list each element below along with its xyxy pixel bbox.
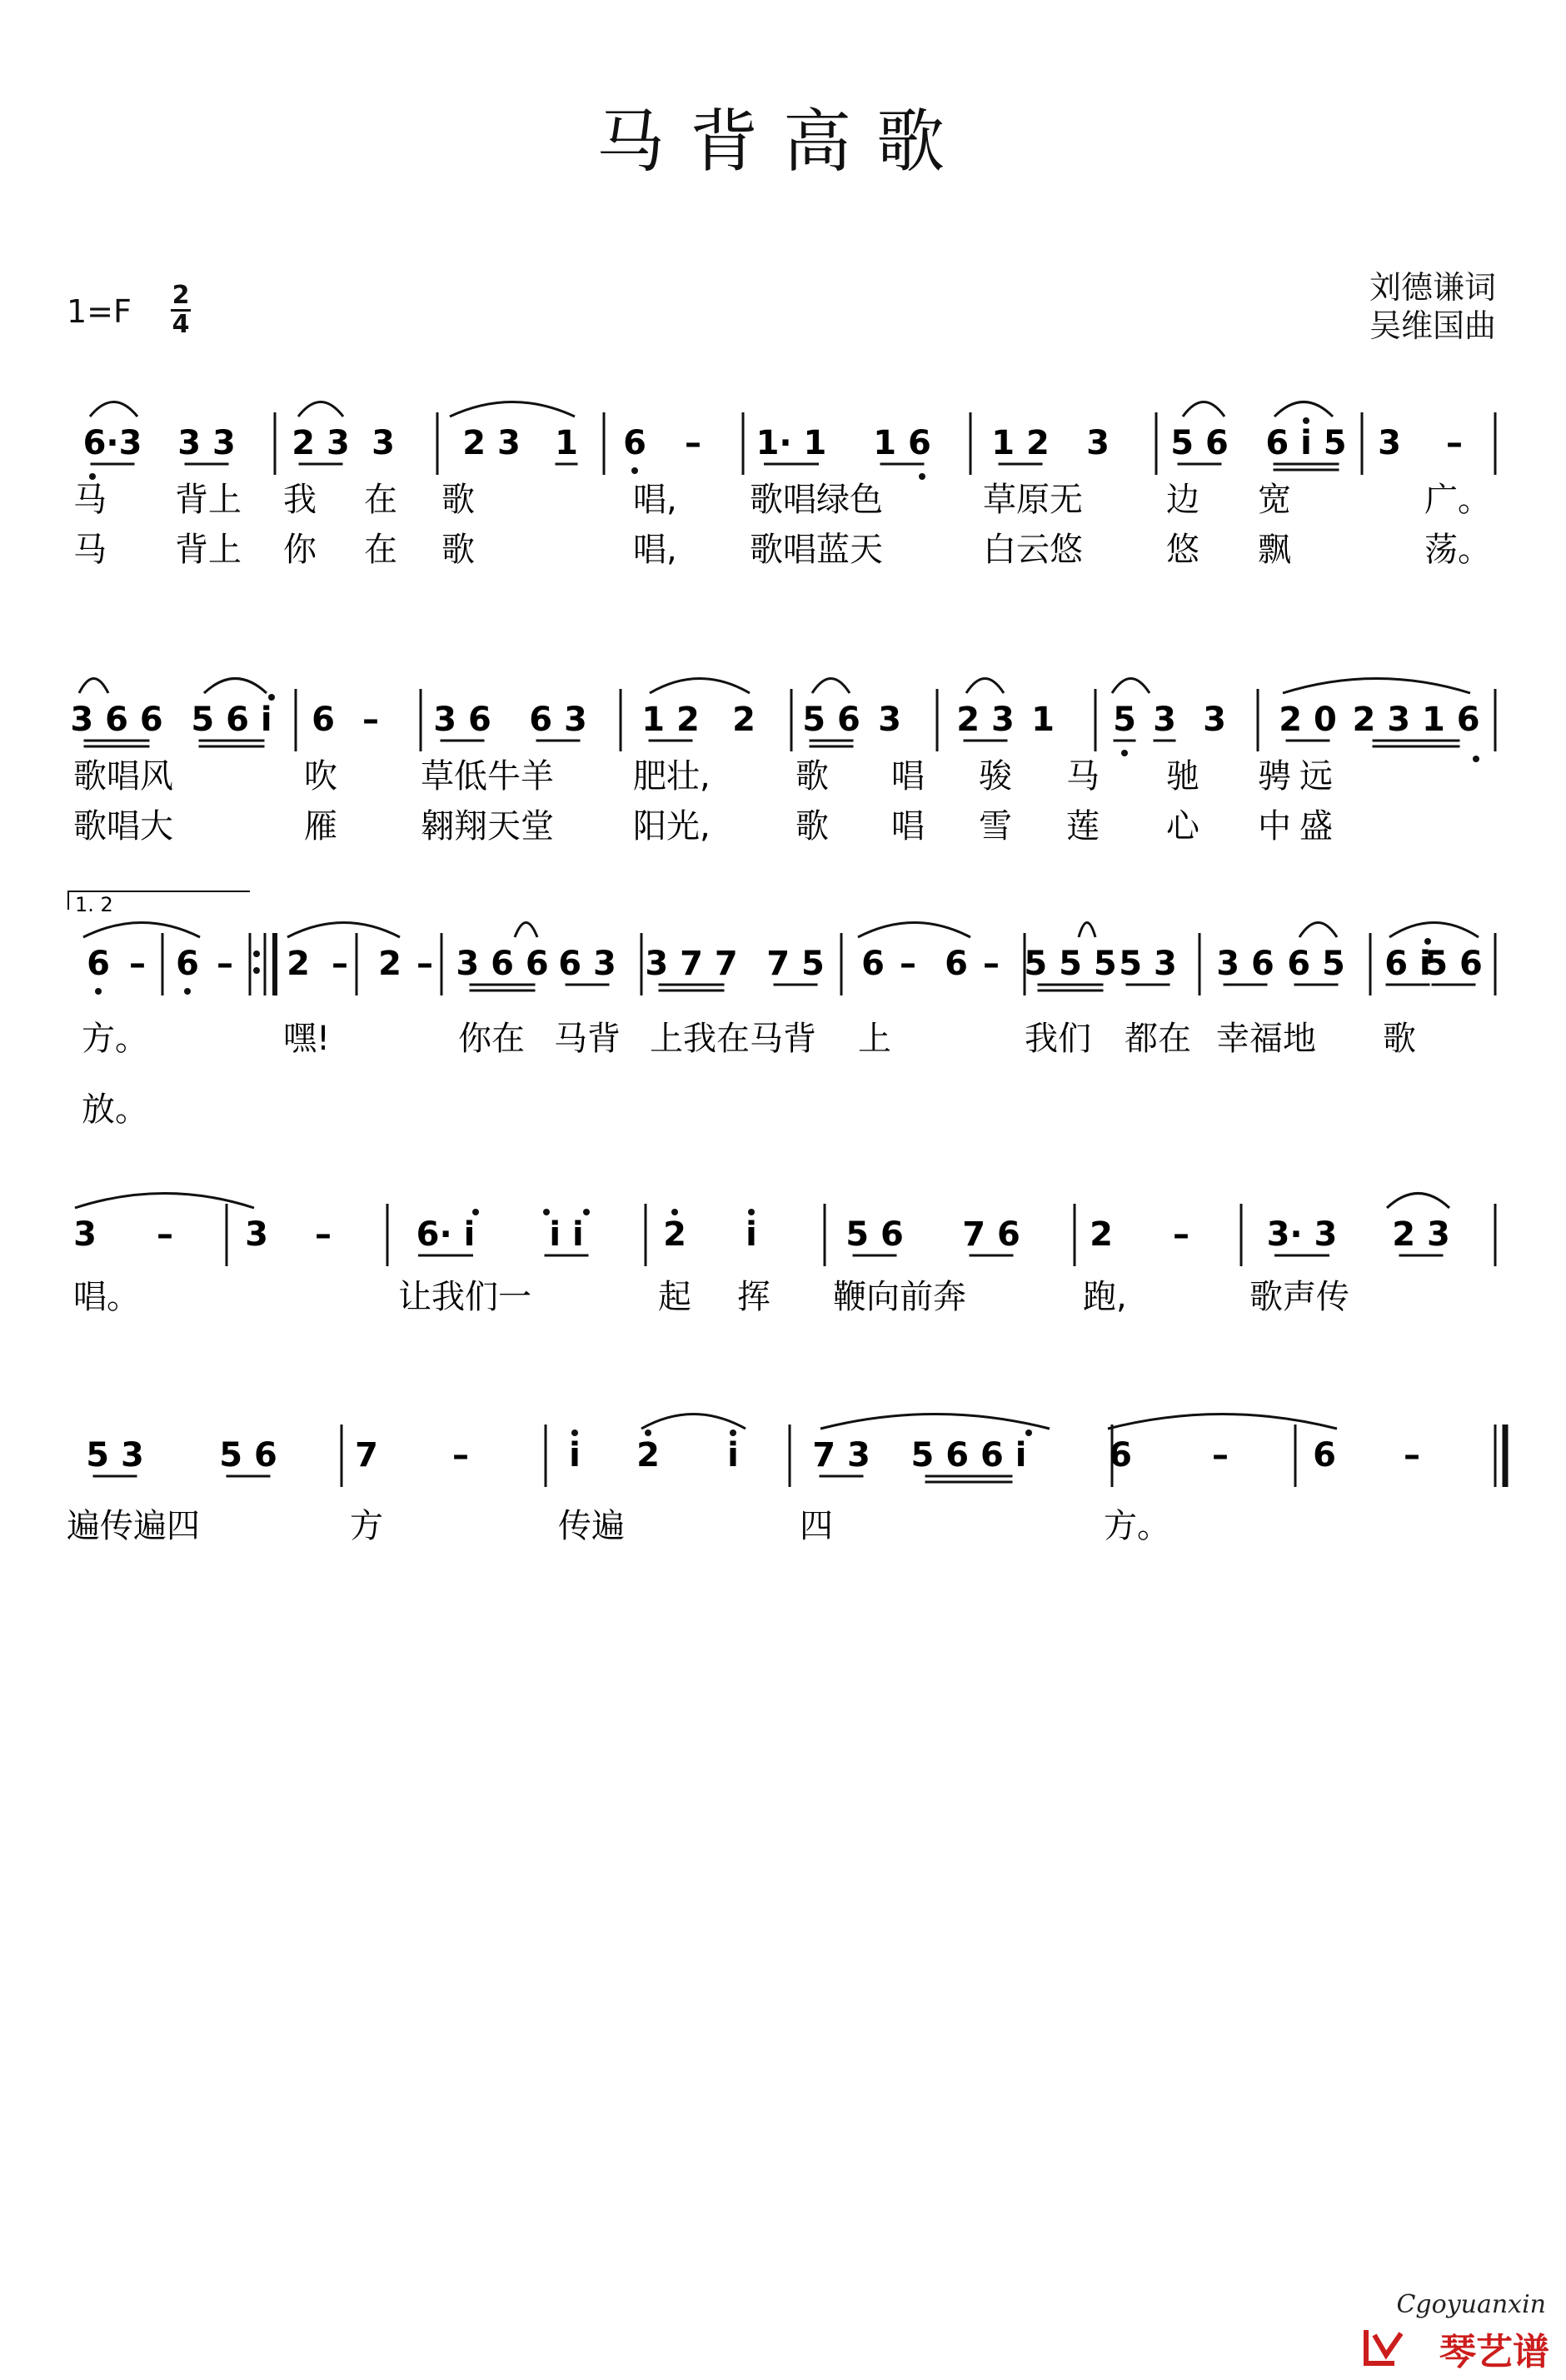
note-group: –: [332, 945, 348, 983]
note-group: 2 3: [956, 701, 1015, 739]
lyric-verse-1: 歌: [1383, 1020, 1416, 1058]
note-group: –: [129, 945, 146, 983]
slur-arc: [83, 923, 200, 938]
octave-dot-high: [472, 1209, 479, 1215]
octave-dot-high: [1424, 938, 1431, 945]
lyric-verse-2: 雁: [304, 807, 337, 846]
note-group: –: [1446, 424, 1463, 462]
slur-arc: [1387, 1194, 1449, 1209]
lyric-verse-2: 中: [1258, 807, 1291, 846]
note-group: 6: [1313, 1436, 1336, 1474]
slur-arc: [812, 679, 850, 694]
note-group: 6: [861, 945, 885, 983]
lyric-verse-2: 在: [364, 531, 397, 569]
note-group: 6·3: [82, 424, 142, 462]
volta-label: 1. 2: [75, 893, 113, 916]
lyric-verse-2: 歌: [795, 807, 829, 846]
lyric-verse-2: 阳光,: [633, 807, 711, 846]
note-group: i i: [549, 1215, 584, 1254]
repeat-dot: [253, 967, 260, 974]
note-group: –: [315, 1215, 332, 1254]
lyric-verse-1: 遍传遍四: [67, 1507, 200, 1545]
note-group: –: [685, 424, 701, 462]
note-group: 6 i 5: [1265, 424, 1347, 462]
lyric-verse-1: 歌: [795, 757, 829, 796]
lyric-verse-1: 幸福地: [1216, 1020, 1316, 1058]
score-system: [70, 679, 1495, 846]
octave-dot-high: [748, 1209, 755, 1215]
note-group: 2 0: [1279, 701, 1337, 739]
slur-arc: [1112, 679, 1150, 694]
watermark-text-chinese: 琴艺谱: [1439, 2331, 1549, 2373]
lyric-verse-1: 驰: [1166, 757, 1199, 796]
note-group: 5 6: [1170, 424, 1229, 462]
note-group: 7 3: [812, 1436, 870, 1474]
lyric-verse-1: 广。: [1424, 481, 1491, 519]
note-group: –: [1212, 1436, 1229, 1474]
slur-arc: [966, 679, 1004, 694]
lyric-verse-1: 远: [1299, 757, 1333, 796]
lyric-verse-2: 背上: [175, 531, 242, 569]
watermark: [1358, 2288, 1558, 2372]
slur-arc: [298, 402, 343, 417]
lyric-verse-1: 草低牛羊: [421, 757, 554, 796]
note-group: 3: [878, 701, 901, 739]
slur-arc: [650, 679, 750, 694]
lyric-verse-2: 翱翔天堂: [421, 807, 554, 846]
octave-dot-low: [95, 988, 102, 995]
note-group: 1· 1: [756, 424, 827, 462]
lyric-verse-2: 歌: [441, 531, 475, 569]
lyric-verse-1: 唱。: [73, 1278, 140, 1316]
key-signature: 1=F: [67, 293, 132, 330]
note-group: 6 3: [558, 945, 616, 983]
note-group: 2 3 1 6: [1352, 701, 1480, 739]
lyric-verse-2: 歌唱蓝天: [750, 531, 883, 569]
lyric-verse-2: 白云悠: [983, 531, 1083, 569]
lyric-verse-1: 传遍: [558, 1507, 625, 1545]
lyric-verse-1: 上我在马背: [650, 1020, 816, 1058]
note-group: 2 3: [1392, 1215, 1450, 1254]
octave-dot-high: [671, 1209, 678, 1215]
note-group: 3 6 6: [456, 945, 549, 983]
note-group: –: [416, 945, 433, 983]
octave-dot-high: [571, 1429, 578, 1436]
note-group: 6: [1109, 1436, 1132, 1474]
lyric-verse-2: 莲: [1066, 807, 1100, 846]
lyric-verse-2: 你: [283, 531, 317, 569]
lyric-verse-1: 我们: [1025, 1020, 1091, 1058]
note-group: 3: [1153, 701, 1176, 739]
octave-dot-low: [631, 467, 638, 474]
lyric-verse-1: 我: [283, 481, 317, 519]
lyric-verse-1: 方。: [82, 1020, 148, 1058]
note-group: 6: [945, 945, 968, 983]
slur-arc: [515, 923, 537, 938]
lyric-verse-1: 方。: [1104, 1507, 1170, 1545]
lyric-verse-1: 吹: [304, 757, 337, 796]
lyricist: 刘德谦词: [1369, 269, 1496, 306]
lyric-verse-1: 唱,: [633, 481, 677, 519]
lyric-verse-1: 你在: [458, 1020, 525, 1058]
slur-arc: [1108, 1415, 1337, 1429]
slur-arc: [79, 679, 108, 694]
lyric-verse-2: 盛: [1299, 807, 1333, 846]
note-group: 5 6 6 i: [910, 1436, 1027, 1474]
lyric-verse-1: 让我们一: [398, 1278, 531, 1316]
time-signature-top: 2: [172, 281, 190, 310]
octave-dot-low: [919, 473, 925, 480]
lyric-verse-1: 马: [1066, 757, 1100, 796]
slur-arc: [1283, 679, 1470, 694]
lyric-verse-1: 歌唱绿色: [750, 481, 883, 519]
lyric-verse-2: 唱,: [633, 531, 677, 569]
note-group: 2: [636, 1436, 660, 1474]
note-group: 1 6: [873, 424, 931, 462]
note-group: 2: [1090, 1215, 1113, 1254]
lyric-verse-1: 上: [858, 1020, 891, 1058]
note-group: i: [727, 1436, 739, 1474]
lyric-verse-1: 在: [364, 481, 397, 519]
lyric-verse-2: 悠: [1166, 531, 1199, 569]
slur-arc: [1389, 923, 1479, 938]
note-group: 2 3: [462, 424, 521, 462]
lyric-verse-1: 背上: [175, 481, 242, 519]
note-group: i: [569, 1436, 581, 1474]
note-group: 1: [555, 424, 578, 462]
note-group: 3 6: [1216, 945, 1274, 983]
lyric-verse-1: 马背: [554, 1020, 621, 1058]
repeat-dot: [253, 951, 260, 957]
score-system: [73, 402, 1495, 570]
note-group: 7: [355, 1436, 378, 1474]
slur-arc: [641, 1415, 746, 1429]
lyric-verse-1: 嘿!: [283, 1020, 331, 1058]
slur-arc: [450, 402, 575, 417]
page-title: 马背高歌: [596, 102, 970, 182]
note-group: 3: [372, 424, 395, 462]
note-group: 1 2: [991, 424, 1050, 462]
note-group: 5 6: [845, 1215, 904, 1254]
note-group: 6 i: [1384, 945, 1431, 983]
slur-arc: [1299, 923, 1337, 938]
composer: 吴维国曲: [1369, 307, 1496, 344]
note-group: 5 3: [86, 1436, 144, 1474]
note-group: i: [746, 1215, 757, 1254]
slur-arc: [287, 923, 400, 938]
note-group: 6: [87, 945, 110, 983]
note-group: –: [452, 1436, 469, 1474]
slur-arc: [820, 1415, 1050, 1429]
lyric-verse-2: 歌唱大: [73, 807, 173, 846]
note-group: 3 7 7: [645, 945, 738, 983]
note-group: 3 3: [177, 424, 236, 462]
lyric-verse-1: 歌唱风: [73, 757, 173, 796]
octave-dot-low: [184, 988, 191, 995]
note-group: –: [217, 945, 233, 983]
note-group: 5: [1113, 701, 1136, 739]
lyric-verse-1: 跑,: [1083, 1278, 1127, 1316]
slur-arc: [1079, 923, 1095, 938]
note-group: 5 6 i: [191, 701, 272, 739]
lyric-verse-2: 心: [1166, 807, 1199, 846]
lyric-verse-2: 放。: [82, 1090, 148, 1129]
note-group: –: [900, 945, 916, 983]
note-group: 5 5 5: [1024, 945, 1117, 983]
slur-arc: [204, 679, 267, 694]
note-group: 5 3: [1119, 945, 1177, 983]
octave-dot-high: [1303, 417, 1309, 424]
note-group: 3: [245, 1215, 268, 1254]
note-group: 2: [663, 1215, 686, 1254]
lyric-verse-1: 马: [73, 481, 107, 519]
lyric-verse-1: 四: [800, 1507, 833, 1545]
octave-dot-high: [1025, 1429, 1032, 1436]
note-group: –: [1173, 1215, 1189, 1254]
octave-dot-high: [730, 1429, 736, 1436]
note-group: 6: [312, 701, 335, 739]
lyric-verse-1: 鞭向前奔: [833, 1278, 966, 1316]
lyric-verse-1: 骋: [1258, 757, 1291, 796]
note-group: 1: [1031, 701, 1055, 739]
lyric-verse-1: 边: [1166, 481, 1199, 519]
watermark-logo-icon: [1361, 2325, 1406, 2370]
lyric-verse-2: 雪: [979, 807, 1012, 846]
lyric-verse-1: 肥壮,: [633, 757, 711, 796]
note-group: 3: [1086, 424, 1110, 462]
note-group: 3 6 6: [70, 701, 163, 739]
note-group: 5 6: [802, 701, 860, 739]
note-group: 6: [176, 945, 199, 983]
lyric-verse-1: 都在: [1125, 1020, 1191, 1058]
note-group: 6 3: [529, 701, 587, 739]
note-group: 2: [732, 701, 756, 739]
note-group: 3: [1378, 424, 1401, 462]
lyric-verse-1: 草原无: [983, 481, 1083, 519]
note-group: 3 6: [433, 701, 491, 739]
lyric-verse-1: 挥: [737, 1278, 771, 1316]
note-group: 5 6: [1424, 945, 1483, 983]
note-group: 3: [73, 1215, 97, 1254]
lyric-verse-1: 骏: [979, 757, 1012, 796]
note-group: –: [362, 701, 379, 739]
lyric-verse-1: 方: [350, 1507, 383, 1545]
slur-arc: [1274, 402, 1333, 417]
note-group: 5 6: [219, 1436, 277, 1474]
lyric-verse-1: 歌声传: [1249, 1278, 1349, 1316]
note-group: –: [157, 1215, 173, 1254]
octave-dot-high: [645, 1429, 651, 1436]
note-group: 2: [287, 945, 310, 983]
time-signature-bottom: 4: [172, 310, 190, 339]
lyric-verse-1: 起: [658, 1278, 691, 1316]
score-system: [68, 891, 1495, 1129]
watermark-text-latin: Cgoyuanxin: [1396, 2290, 1546, 2319]
lyric-verse-2: 飘: [1258, 531, 1291, 569]
lyric-verse-1: 唱: [891, 757, 925, 796]
note-group: 1 2: [641, 701, 700, 739]
octave-dot-low: [1121, 750, 1128, 756]
note-group: 6· i: [416, 1215, 476, 1254]
note-group: –: [1404, 1436, 1420, 1474]
octave-dot-low: [1473, 756, 1479, 762]
octave-dot-high: [543, 1209, 550, 1215]
octave-dot-low: [89, 473, 96, 480]
octave-dot-high: [268, 694, 275, 701]
lyric-verse-1: 宽: [1258, 481, 1291, 519]
lyric-verse-2: 马: [73, 531, 107, 569]
score-system: [73, 1194, 1495, 1317]
note-group: 7 6: [962, 1215, 1020, 1254]
lyric-verse-2: 荡。: [1424, 531, 1491, 569]
lyric-verse-2: 唱: [891, 807, 925, 846]
note-group: 6 5: [1287, 945, 1345, 983]
note-group: 2 3: [292, 424, 350, 462]
octave-dot-high: [583, 1209, 590, 1215]
note-group: 6: [623, 424, 646, 462]
slur-arc: [858, 923, 970, 938]
slur-arc: [90, 402, 137, 417]
note-group: 3: [1203, 701, 1226, 739]
score-system: [67, 1415, 1505, 1546]
lyric-verse-1: 歌: [441, 481, 475, 519]
note-group: 3· 3: [1266, 1215, 1338, 1254]
slur-arc: [1183, 402, 1224, 417]
note-group: 2: [378, 945, 401, 983]
note-group: 7 5: [766, 945, 825, 983]
note-group: –: [983, 945, 1000, 983]
